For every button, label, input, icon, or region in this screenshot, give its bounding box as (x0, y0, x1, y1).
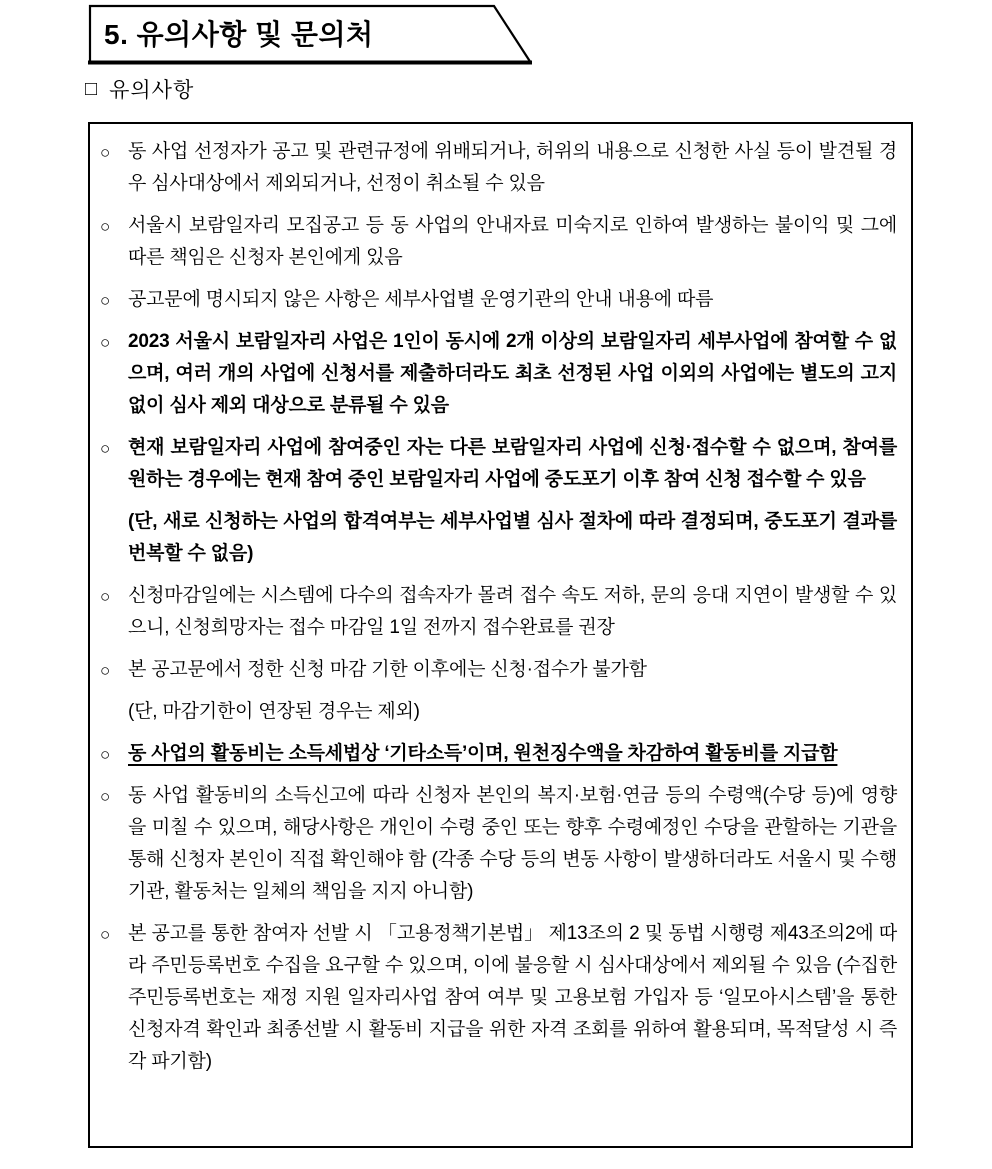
circle-marker: ○ (100, 439, 111, 458)
notice-text: 동 사업 활동비의 소득신고에 따라 신청자 본인의 복지·보험·연금 등의 수령액(수당 등)에 영향을 미칠 수 있으며, 해당사항은 개인이 수령 중인 또는 향후 수령예정인 수당을 관할하는 기관을 통해 신청자 본인이 직접 확인해야 함 (각종 수당 등의 변동 사항이 발생하더라도 서울시 및 수행기관, 활동처는 일체의 책임을 지지 아니함) (128, 785, 897, 902)
circle-marker: ○ (100, 143, 111, 162)
circle-marker: ○ (100, 587, 111, 606)
notice-text: 서울시 보람일자리 모집공고 등 동 사업의 안내자료 미숙지로 인하여 발생하는 불이익 및 그에 따른 책임은 신청자 본인에게 있음 (128, 215, 897, 268)
section-banner (88, 4, 534, 66)
notice-item (98, 210, 897, 274)
notice-item (98, 432, 897, 496)
circle-marker: ○ (100, 745, 111, 764)
notice-text: 본 공고문에서 정한 신청 마감 기한 이후에는 신청·접수가 불가함 (128, 659, 647, 680)
notice-item (98, 506, 897, 570)
notice-text: 신청마감일에는 시스템에 다수의 접속자가 몰려 접수 속도 저하, 문의 응대 지연이 발생할 수 있으니, 신청희망자는 접수 마감일 1일 전까지 접수완료를 권장 (128, 585, 897, 638)
notice-item (98, 696, 897, 728)
circle-marker: ○ (100, 333, 111, 352)
notice-text: 공고문에 명시되지 않은 사항은 세부사업별 운영기관의 안내 내용에 따름 (128, 289, 714, 310)
notice-item (98, 136, 897, 200)
circle-marker: ○ (100, 661, 111, 680)
notice-text: 동 사업 선정자가 공고 및 관련규정에 위배되거나, 허위의 내용으로 신청한 사실 등이 발견될 경우 심사대상에서 제외되거나, 선정이 취소될 수 있음 (128, 141, 897, 194)
circle-marker: ○ (100, 787, 111, 806)
circle-marker: ○ (100, 291, 111, 310)
subsection-label: 유의사항 (109, 79, 195, 102)
notice-text: (단, 마감기한이 연장된 경우는 제외) (128, 701, 420, 722)
notice-item (98, 654, 897, 686)
notice-text: 2023 서울시 보람일자리 사업은 1인이 동시에 2개 이상의 보람일자리 세부사업에 참여할 수 없으며, 여러 개의 사업에 신청서를 제출하더라도 최초 선정된 사업 이외의 사업에는 별도의 고지 없이 심사 제외 대상으로 분류될 수 있음 (128, 331, 897, 416)
subsection-header (85, 74, 194, 104)
circle-marker: ○ (100, 925, 111, 944)
notice-item (98, 918, 897, 1078)
notice-text: 동 사업의 활동비는 소득세법상 ‘기타소득’이며, 원천징수액을 차감하여 활동비를 지급함 (128, 743, 838, 764)
square-marker: □ (85, 78, 99, 100)
notice-item (98, 580, 897, 644)
notice-text: (단, 새로 신청하는 사업의 합격여부는 세부사업별 심사 절차에 따라 결정되며, 중도포기 결과를 번복할 수 없음) (128, 511, 897, 564)
circle-marker: ○ (100, 217, 111, 236)
notice-text: 본 공고를 통한 참여자 선발 시 「고용정책기본법」 제13조의 2 및 동법 시행령 제43조의2에 따라 주민등록번호 수집을 요구할 수 있으며, 이에 불응할 시 심사대상에서 제외될 수 있음 (수집한 주민등록번호는 재정 지원 일자리사업 참여 여부 및 고용보험 가입자 등 ‘일모아시스템’을 통한 신청자격 확인과 최종선발 시 활동비 지급을 위한 자격 조회를 위하여 활용되며, 목적달성 시 즉각 파기함) (128, 923, 897, 1072)
notice-item (98, 326, 897, 422)
notice-item (98, 738, 897, 770)
notice-text: 현재 보람일자리 사업에 참여중인 자는 다른 보람일자리 사업에 신청·접수할 수 없으며, 참여를 원하는 경우에는 현재 참여 중인 보람일자리 사업에 중도포기 이후 참여 신청 접수할 수 있음 (128, 437, 897, 490)
notice-item (98, 284, 897, 316)
notice-box (88, 122, 913, 1148)
section-title: 5. 유의사항 및 문의처 (104, 19, 374, 50)
notice-item (98, 780, 897, 908)
